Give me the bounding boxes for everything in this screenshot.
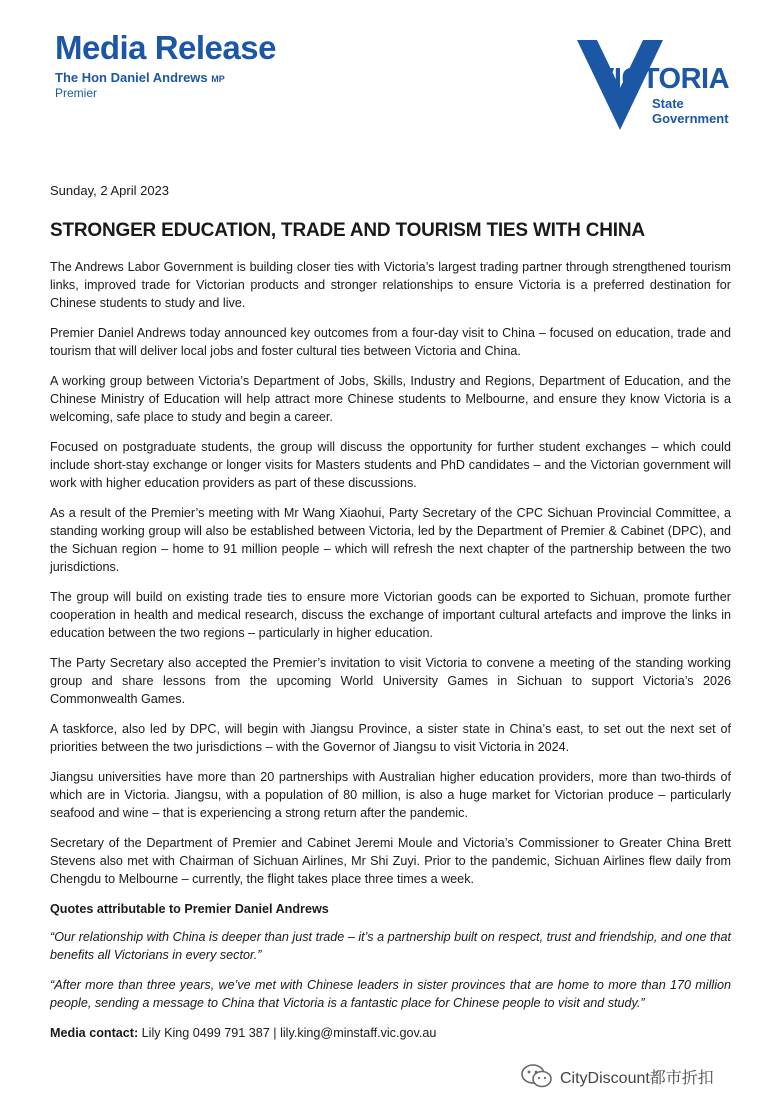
body-paragraph: Secretary of the Department of Premier and Cabinet Jeremi Moule and Victoria’s Commissioner to Greater China Brett Stevens also met with Chairman of Sichuan Airlines, Mr Shi Zuyi. Prior to the pandemic, Sichuan Airlines flew daily from Chengdu to Melbourne – currently, the flight takes place three times a week. — [50, 836, 731, 886]
release-headline: STRONGER EDUCATION, TRADE AND TOURISM TIES WITH CHINA — [50, 220, 645, 241]
logo-line1: State — [652, 96, 684, 111]
body-paragraph: The Andrews Labor Government is building closer ties with Victoria’s largest trading partner through strengthened tourism links, improved trade for Victorian products and stronger relationships to ensure Victoria is a preferred destination for Chinese students to study and live. — [50, 260, 731, 310]
minister-role: Premier — [55, 86, 98, 100]
quote-paragraph: “Our relationship with China is deeper than just trade – it’s a partnership built on respect, trust and friendship, and one that benefits all Victorians in every sector.” — [50, 930, 731, 962]
release-header — [55, 30, 276, 100]
body-paragraph: The group will build on existing trade ties to ensure more Victorian goods can be exported to Sichuan, promote further cooperation in health and medical research, discuss the exchange of important cultural artefacts and improve the links in education between the two regions – particularly in higher education. — [50, 590, 731, 640]
body-paragraph: The Party Secretary also accepted the Premier’s invitation to visit Victoria to convene a meeting of the standing working group and share lessons from the upcoming World University Games in Sichuan to support Victoria’s 2026 Commonwealth Games. — [50, 656, 731, 706]
watermark-text: CityDiscount都市折扣 — [560, 1069, 714, 1087]
body-paragraph: A taskforce, also led by DPC, will begin with Jiangsu Province, a sister state in China’s east, to set out the next set of priorities between the two jurisdictions – with the Governor of Jiangsu to visit Victoria in 2024. — [50, 722, 731, 754]
quote-paragraph: “After more than three years, we’ve met with Chinese leaders in sister provinces that are home to more than 170 million people, sending a message to China that Victoria is a fantastic place for Chinese people to visit and study.” — [50, 978, 731, 1010]
logo-wordmark: VICTORIA — [595, 63, 730, 95]
release-title: Media Release — [55, 29, 276, 66]
body-paragraph: As a result of the Premier’s meeting with Mr Wang Xiaohui, Party Secretary of the CPC Sichuan Provincial Committee, a standing working group will also be established between Victoria, led by the Department of Premier & Cabinet (DPC), and the Sichuan region – home to 91 million people – which will refresh the next chapter of the partnership between the two jurisdictions. — [50, 506, 731, 574]
media-contact — [50, 1024, 731, 1042]
media-contact-label: Media contact: — [50, 1026, 139, 1040]
release-date: Sunday, 2 April 2023 — [50, 183, 170, 198]
body-paragraph: Premier Daniel Andrews today announced key outcomes from a four-day visit to China – focused on education, trade and tourism that will deliver local jobs and foster cultural ties between Victoria and China. — [50, 326, 731, 358]
media-contact-value: Lily King 0499 791 387 | lily.king@minstaff.vic.gov.au — [141, 1026, 437, 1040]
release-body — [50, 258, 731, 1042]
wechat-icon — [520, 1062, 554, 1090]
victoria-state-government-logo — [575, 38, 745, 133]
quotes-heading: Quotes attributable to Premier Daniel Andrews — [50, 902, 329, 916]
body-paragraph: Focused on postgraduate students, the group will discuss the opportunity for further student exchanges – which could include short-stay exchange or longer visits for Masters students and PhD candidates – and the Victorian government will work with higher education providers as part of these discussions. — [50, 440, 731, 490]
logo-line2: Government — [652, 111, 729, 126]
minister-suffix: MP — [211, 74, 225, 84]
citydiscount-watermark — [520, 1062, 714, 1090]
body-paragraph: A working group between Victoria’s Department of Jobs, Skills, Industry and Regions, Department of Education, and the Chinese Ministry of Education will help attract more Chinese students to Melbourne, and ensure they know Victoria is a welcoming, safe place to study and begin a career. — [50, 374, 731, 424]
minister-name — [55, 70, 276, 85]
body-paragraph: Jiangsu universities have more than 20 partnerships with Australian higher education providers, more than two-thirds of which are in Victoria. Jiangsu, with a population of 80 million, is also a huge market for Victorian produce – particularly seafood and wine – that is experiencing a strong return after the pandemic. — [50, 770, 731, 820]
minister-name-text: The Hon Daniel Andrews — [55, 70, 208, 85]
